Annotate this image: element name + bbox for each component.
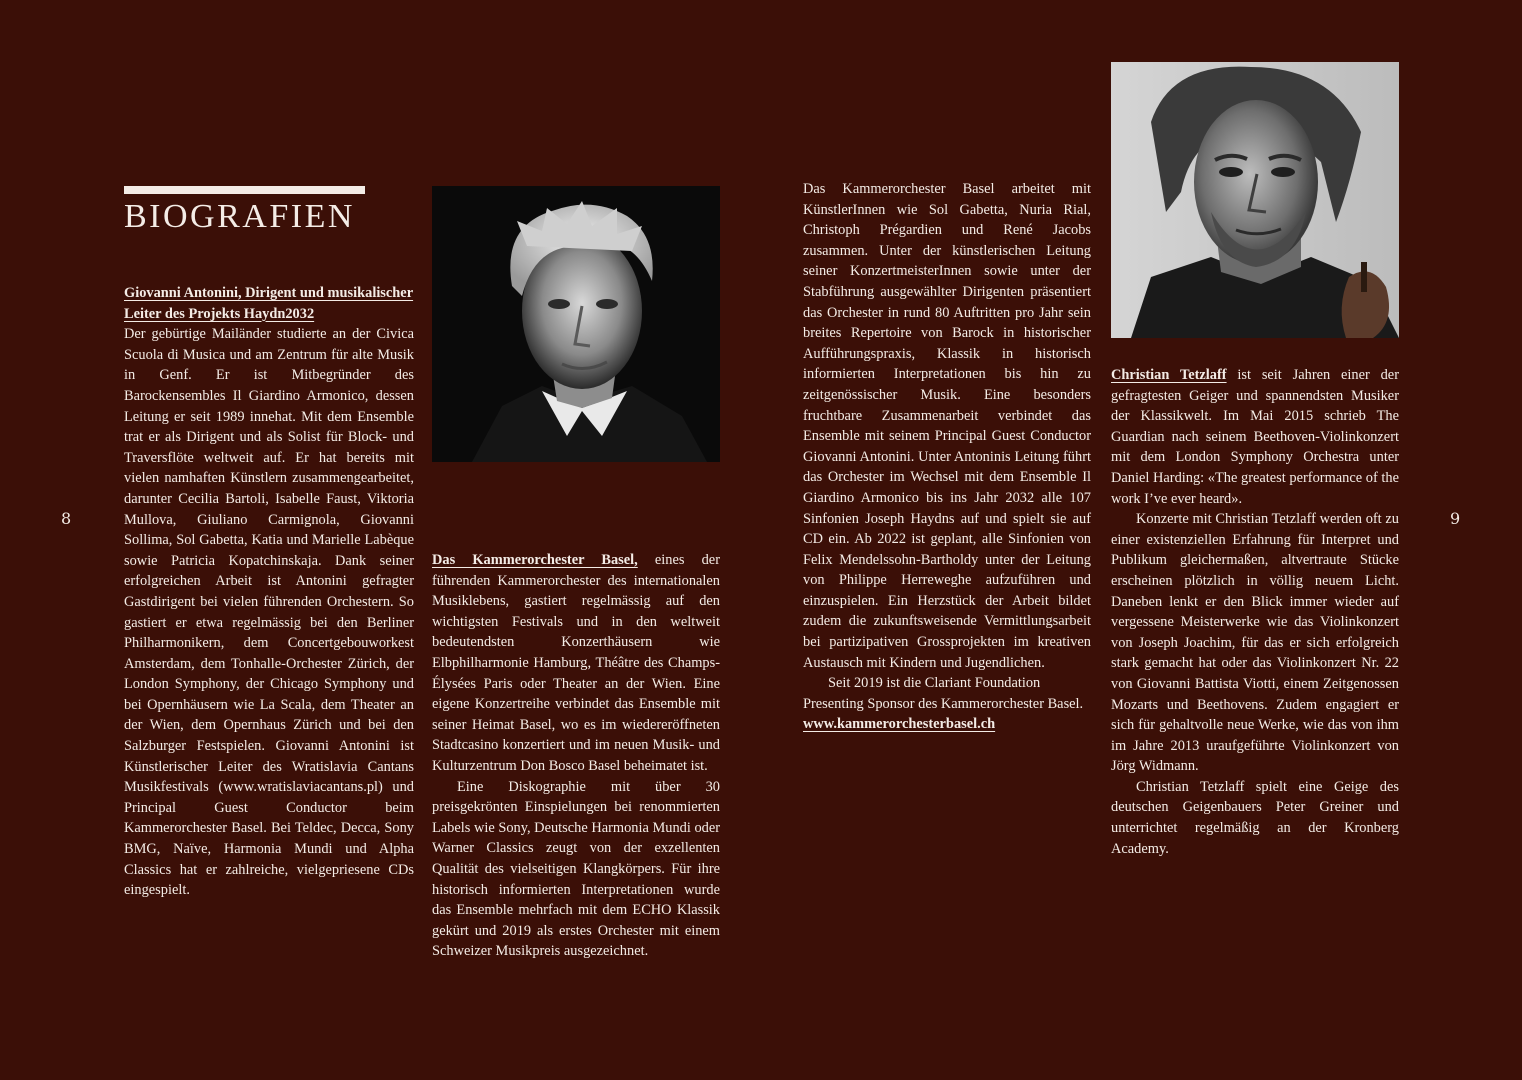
kammerorchester-intro: eines der führenden Kammerorchester des internationalen Musiklebens, gastiert regelmässig auf den wichtigsten Festivals und in den weltweit bedeutendsten Konzerthäusern wie Elbphilharmonie Hamburg, Théâtre des Champs-Élysées Paris oder Theater an der Wien. Eine eigene Konzertreihe verbindet das Ensemble mit seiner Heimat Basel, wo es im wiedereröffneten Stadtcasino konzertiert und im neuen Musik- und Kulturzentrum Don Bosco Basel beheimatet ist. [432, 552, 720, 774]
page-number-left: 8 [61, 509, 72, 528]
section-title: BIOGRAFIEN [124, 198, 355, 235]
kammerorchester-biography-part2 [803, 179, 1091, 735]
antonini-body: Der gebürtige Mailänder studierte an der Civica Scuola di Musica und am Zentrum für alte Musik in Genf. Er ist Mitbegründer des Barockensembles Il Giardino Armonico, dessen Leitung er seit 1989 innehat. Mit dem Ensemble trat er als Dirigent und als Solist für Block- und Traversflöte weltweit auf. Er hat bereits mit vielen namhaften Künstlern zusammengearbeitet, darunter Cecilia Bartoli, Isabelle Faust, Viktoria Mullova, Giuliano Carmignola, Giovanni Sollima, Sol Gabetta, Katia und Marielle Labèque sowie Patricia Kopatchinskaja. Dank seiner erfolgreichen Arbeit ist Antonini gefragter Gastdirigent bei vielen führenden Orchestern. So gastiert er etwa regelmässig bei den Berliner Philharmonikern, dem Concertgebouworkest Amsterdam, dem Tonhalle-Orchester Zürich, der London Symphony, der Chicago Symphony und bei Opernhäusern wie La Scala, dem Theater an der Wien, dem Opernhaus Zürich und bei den Salzburger Festspielen. Giovanni Antonini ist Künstlerischer Leiter des Wratislavia Cantans Musikfestivals (www.wratislaviacantans.pl) und Principal Guest Conductor beim Kammerorchester Basel. Bei Teldec, Decca, Sony BMG, Naïve, Harmonia Mundi und Alpha Classics hat er zahlreiche, vielgepriesene CDs eingespielt. [124, 326, 414, 899]
kammerorchester-website-link[interactable]: www.kammerorchesterbasel.ch [803, 716, 996, 733]
antonini-heading: Giovanni Antonini, Dirigent und musikalischer Leiter des Projekts Haydn2032 [124, 285, 414, 322]
kammerorchester-artists: Das Kammerorchester Basel arbeitet mit KünstlerInnen wie Sol Gabetta, Nuria Rial, Christoph Prégardien und René Jacobs zusammen. Unter der künstlerischen Leitung seiner KonzertmeisterInnen sowie unter der Stabführung ausgewählter Dirigenten präsentiert das Orchester in rund 80 Auftritten pro Jahr sein breites Repertoire von Barock in historischer Aufführungspraxis, Klassik in historisch informierten Interpretationen bis hin zu zeitgenössischer Musik. Eine besonders fruchtbare Zusammenarbeit verbindet das Ensemble mit seinem Principal Guest Conductor Giovanni Antonini. Unter Antoninis Leitung führt das Orchester im Wechsel mit dem Ensemble Il Giardino Armonico bis ins Jahr 2032 alle 107 Sinfonien Joseph Haydns auf und spielt sie auf CD ein. Ab 2022 ist geplant, alle Sinfonien von Felix Mendelssohn-Bartholdy unter der Leitung von Philippe Herreweghe aufzuführen und einzuspielen. Ein Herzstück der Arbeit bildet zudem die zukunftsweisende Vermittlungsarbeit bei partizipativen Grossprojekten im kreativen Austausch mit Kindern und Jugendlichen. [803, 181, 1091, 671]
tetzlaff-portrait-photo [1111, 62, 1399, 338]
tetzlaff-name: Christian Tetzlaff [1111, 367, 1227, 383]
kammerorchester-sponsor: Seit 2019 ist die Clariant Foundation Presenting Sponsor des Kammerorchester Basel. [803, 675, 1084, 712]
tetzlaff-intro: ist seit Jahren einer der gefragtesten Geiger und spannendsten Musiker der Klassikwelt. Im Mai 2015 schrieb The Guardian nach seinem Beethoven-Violinkonzert mit dem London Symphony Orchestra unter Daniel Harding: «The greatest performance of the work I’ve ever heard». [1111, 367, 1399, 507]
tetzlaff-concerts: Konzerte mit Christian Tetzlaff werden oft zu einer existenziellen Erfahrung für Interpret und Publikum gleichermaßen, altvertraute Stücke erscheinen plötzlich in völlig neuem Licht. Daneben lenkt er den Blick immer wieder auf vergessene Meisterwerke wie das Violinkonzert von Joseph Joachim, für das er sich erfolgreich stark gemacht hat oder das Violinkonzert Nr. 22 von Giovanni Battista Viotti, einem Zeitgenossen Mozarts und Beethovens. Zudem engagiert er sich für gehaltvolle neue Werke, wie das von ihm im Jahre 2013 uraufgeführte Violinkonzert von Jörg Widmann. [1111, 511, 1399, 775]
title-rule [124, 186, 365, 194]
kammerorchester-discography: Eine Diskographie mit über 30 preisgekrönten Einspielungen bei renommierten Labels wie Sony, Deutsche Harmonia Mundi oder Warner Classics zeugt von der exzellenten Qualität des vielseitigen Klangkörpers. Für ihre historisch informierten Interpretationen wurde das Ensemble mehrfach mit dem ECHO Klassik gekürt und 2019 als erstes Orchester mit einem Schweizer Musikpreis ausgezeichnet. [432, 778, 721, 960]
antonini-portrait-photo [432, 186, 720, 462]
kammerorchester-name: Das Kammerorchester Basel, [432, 552, 638, 568]
tetzlaff-instrument: Christian Tetzlaff spielt eine Geige des deutschen Geigenbauers Peter Greiner und unterrichtet regelmäßig an der Kronberg Academy. [1111, 778, 1399, 857]
page-number-right: 9 [1450, 509, 1461, 528]
tetzlaff-biography [1111, 365, 1399, 859]
antonini-biography [124, 283, 414, 901]
kammerorchester-biography-part1 [432, 550, 720, 962]
